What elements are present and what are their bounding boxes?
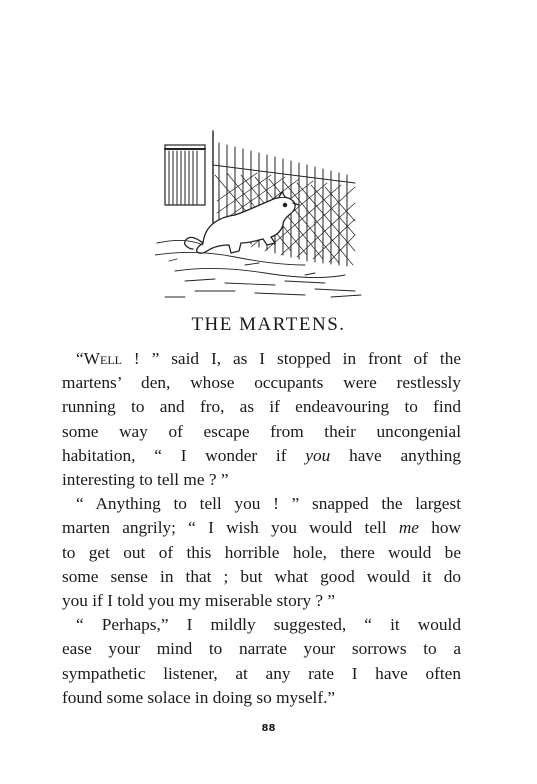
- text-line: [62, 444, 461, 468]
- text-line: found some solace in doing so myself.”: [62, 687, 336, 707]
- text-segment: habitation, “ I wonder if: [62, 445, 306, 465]
- marten-in-cage-illustration: [155, 125, 370, 305]
- text-line: “ Perhaps,” I mildly suggested, “ it would: [76, 615, 461, 635]
- text-line: you if I told you my miserable story ? ”: [62, 591, 336, 611]
- text-line: martens’ den, whose occupants were restlessly: [62, 373, 461, 393]
- small-caps-word: Well: [83, 349, 122, 368]
- text-line: running to and fro, as if endeavouring to find: [62, 397, 461, 417]
- page-number: 88: [261, 723, 276, 734]
- emphasis: me: [398, 518, 419, 538]
- text-line: [62, 347, 461, 371]
- chapter-title: THE MARTENS.: [191, 314, 346, 335]
- body-text: [62, 347, 461, 710]
- text-line: [62, 516, 461, 540]
- text-line: some way of escape from their uncongenial: [62, 421, 461, 441]
- doorway: [165, 145, 205, 205]
- paragraph: [62, 492, 461, 613]
- emphasis: you: [305, 445, 331, 465]
- paragraph: [62, 613, 461, 710]
- ground-straw: [155, 240, 361, 297]
- text-segment: “: [76, 349, 84, 368]
- text-segment: ! ” said I, as I stopped in front of the: [121, 349, 461, 368]
- paragraph: [62, 347, 461, 492]
- text-line: sympathetic listener, at any rate I have often: [62, 663, 461, 683]
- text-line: to get out of this horrible hole, there would be: [62, 542, 461, 562]
- text-segment: how: [418, 518, 461, 538]
- text-segment: have anything: [330, 445, 461, 465]
- text-line: “ Anything to tell you ! ” snapped the largest: [76, 494, 461, 514]
- text-line: interesting to tell me ? ”: [62, 470, 229, 490]
- text-line: some sense in that ; but what good would it do: [62, 566, 461, 586]
- text-line: ease your mind to narrate your sorrows to a: [62, 639, 461, 659]
- text-segment: marten angrily; “ I wish you would tell: [62, 518, 399, 538]
